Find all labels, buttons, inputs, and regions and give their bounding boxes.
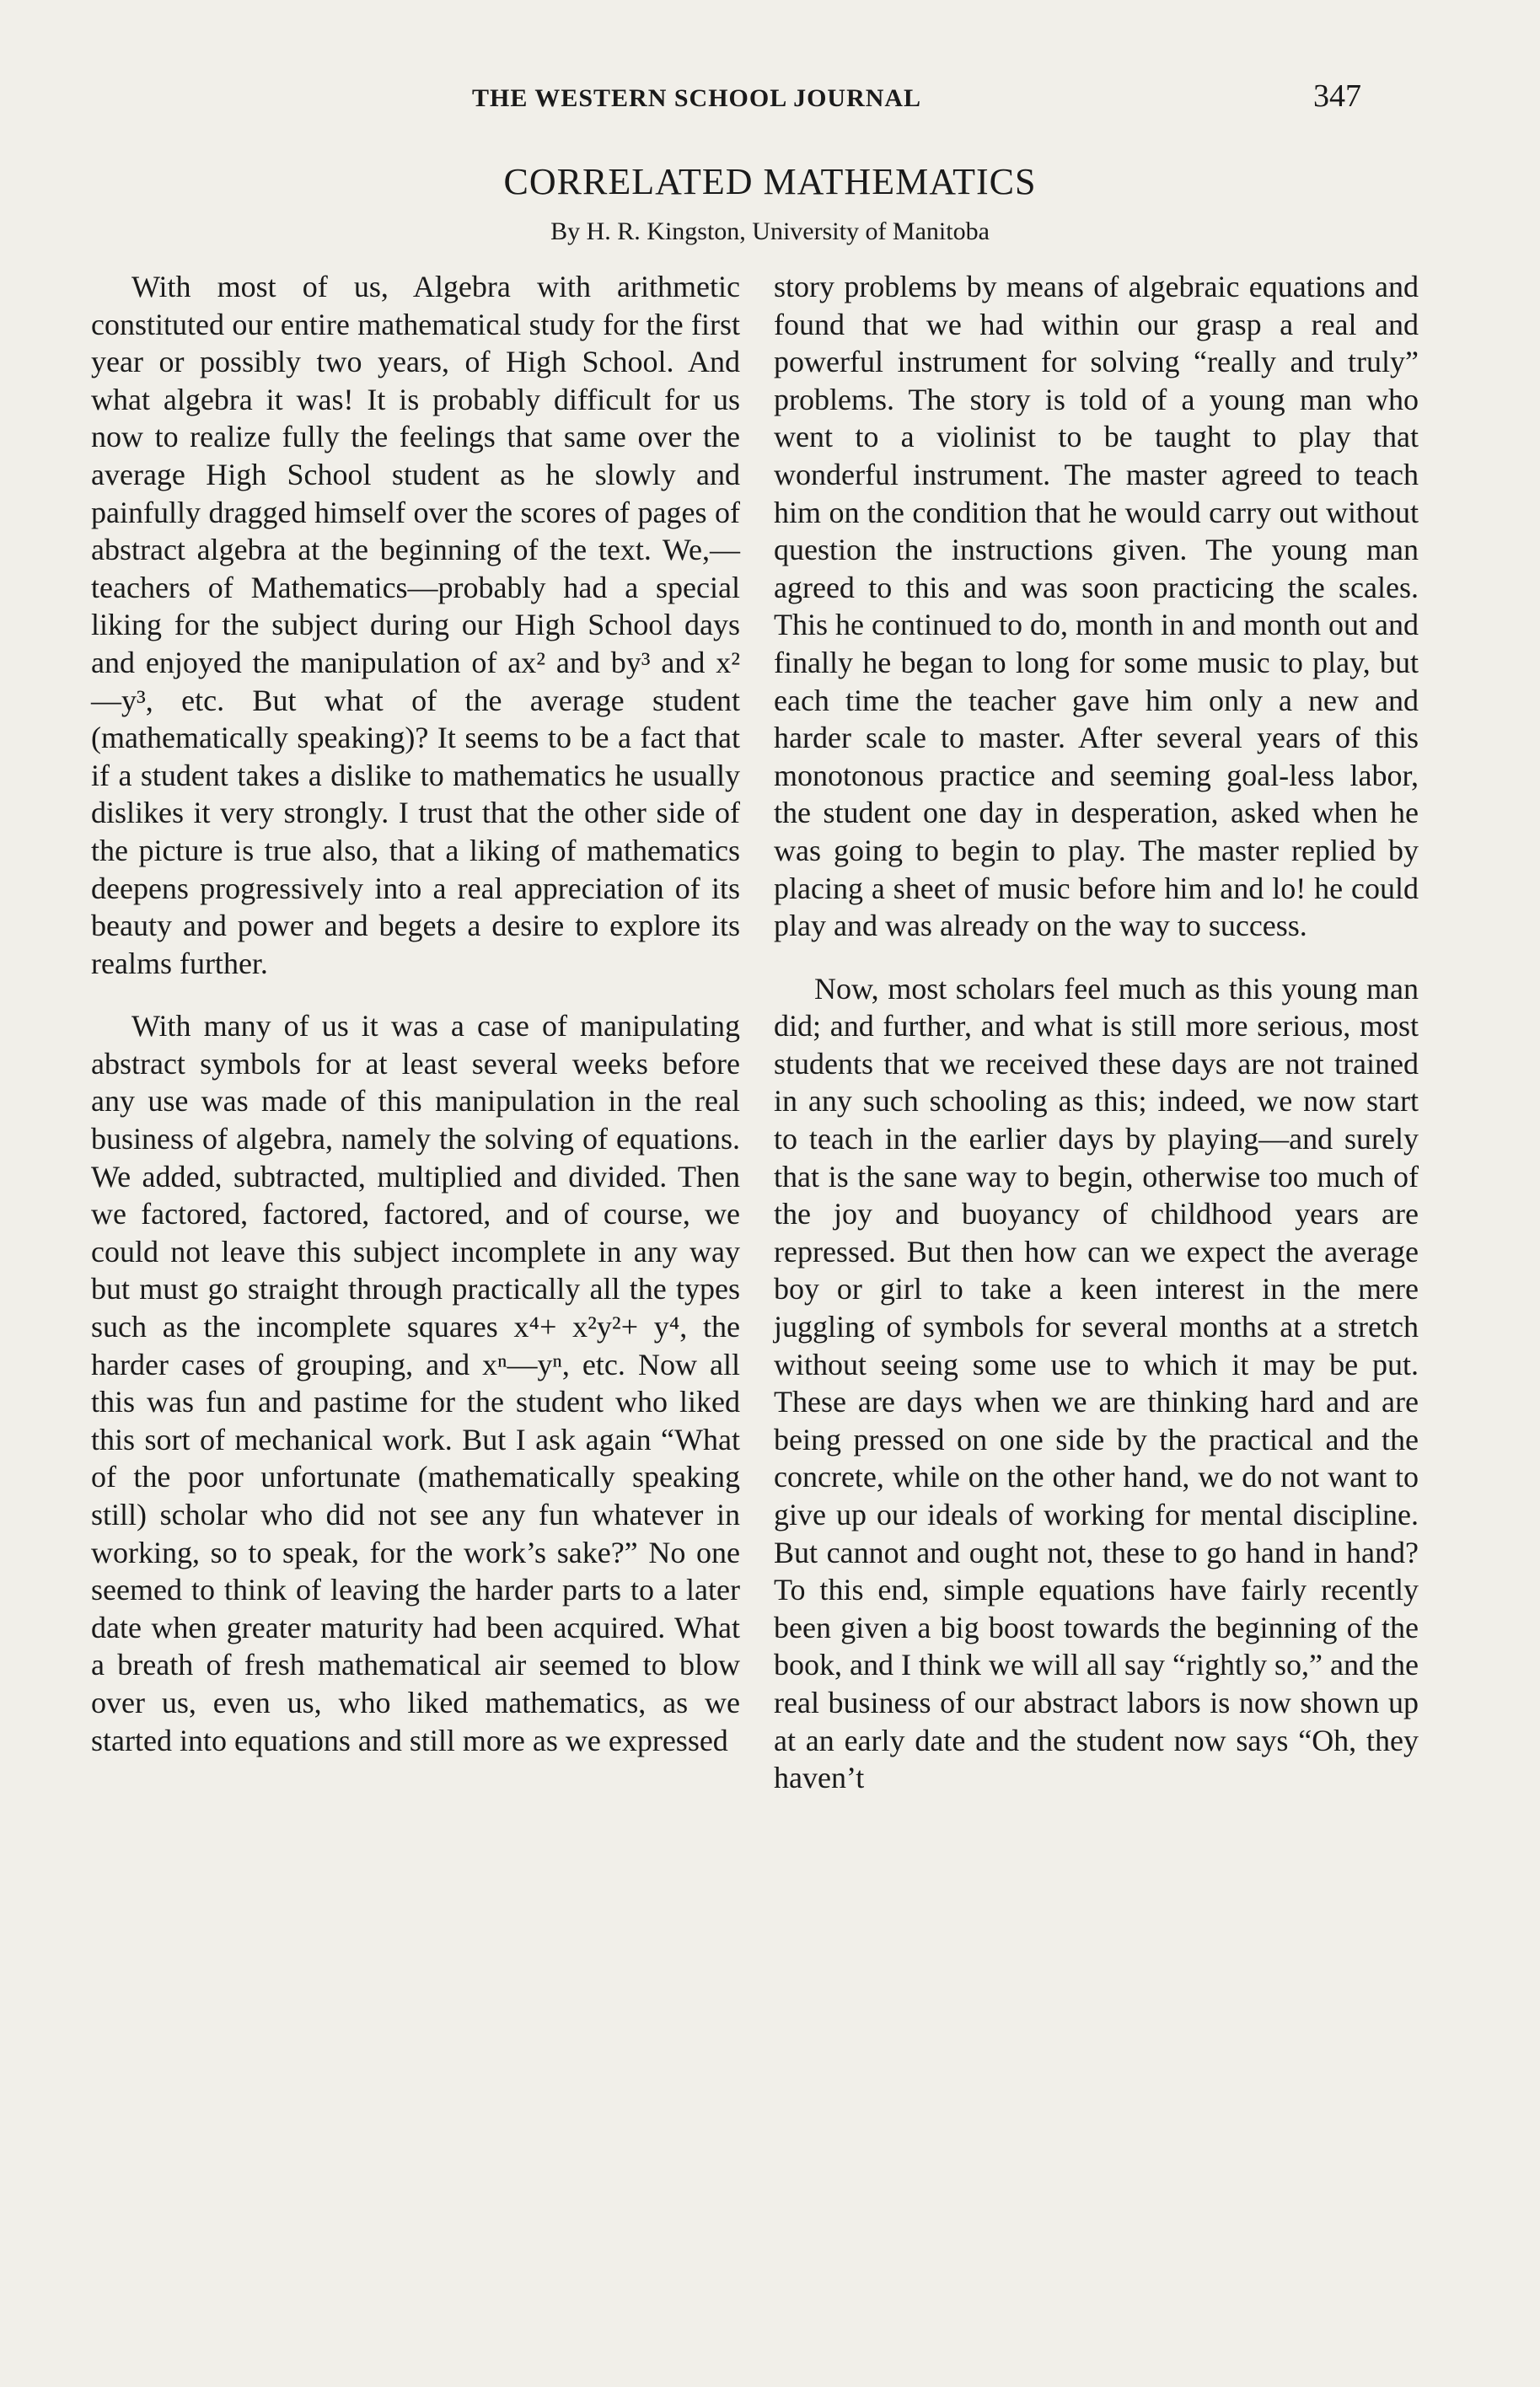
paragraph: Now, most scholars feel much as this young man did; and further, and what is still more serious, most students that we received these days are not trained in any such schooling as this; indeed, we now start to teach in the earlier days by playing—and surely that is the sane way to begin, otherwise too much of the joy and buoyancy of childhood years are repressed. But then how can we expect the average boy or girl to take a keen interest in the mere juggling of symbols for several months at a stretch without seeing some use to which it may be put. These are days when we are thinking hard and are being pressed on one side by the practical and the concrete, while on the other hand, we do not want to give up our ideals of working for mental discipline. But cannot and ought not, these to go hand in hand? To this end, simple equations have fairly recently been given a big boost towards the beginning of the book, and I think we will all say “rightly so,” and the real business of our abstract labors is now shown up at an early date and the student now says “Oh, they haven’t [774, 971, 1419, 1795]
paragraph: With many of us it was a case of manipulating abstract symbols for at least several weeks before any use was made of this manipulation in the real business of algebra, namely the solving of equations. We added, subtracted, multiplied and divided. Then we factored, factored, factored, and of course, we could not leave this subject incomplete in any way but must go straight through practically all the types such as the incomplete squares x⁴+ x²y²+ y⁴, the harder cases of grouping, and xⁿ—yⁿ, etc. Now all this was fun and pastime for the student who liked this sort of mechanical work. But I ask again “What of the poor unfortunate (mathematically speaking still) scholar who did not see any fun whatever in working, so to speak, for the work’s sake?” No one seemed to think of leaving the harder parts to a later date when greater maturity had been acquired. What a breath of fresh mathematical air seemed to blow over us, even us, who liked mathematics, as we started into equations and still more as we expressed [91, 1009, 740, 1757]
paragraph: With most of us, Algebra with arithmetic constituted our entire mathematical study for the first year or possibly two years, of High School. And what algebra it was! It is probably difficult for us now to realize fully the feelings that same over the average High School student as he slowly and painfully dragged himself over the scores of pages of abstract algebra at the beginning of the text. We,—teachers of Mathematics—probably had a special liking for the subject during our High School days and enjoyed the manipulation of ax² and by³ and x²—y³, etc. But what of the average student (mathematically speaking)? It seems to be a fact that if a student takes a dislike to mathematics he usually dislikes it very strongly. I trust that the other side of the picture is true also, that a liking of mathematics deepens progressively into a real appreciation of its beauty and power and begets a desire to explore its realms further. [91, 270, 740, 980]
journal-title: THE WESTERN SCHOOL JOURNAL [472, 84, 922, 112]
page-header [0, 78, 1540, 128]
page-number: 347 [1313, 78, 1361, 114]
paragraph: story problems by means of algebraic equations and found that we had within our grasp a real and powerful instrument for solving “really and truly” problems. The story is told of a young man who went to a violinist to be taught to play that wonderful instrument. The master agreed to teach him on the condition that he would carry out without question the instructions given. The young man agreed to this and was soon practicing the scales. This he continued to do, month in and month out and finally he began to long for some music to play, but each time the teacher gave him only a new and harder scale to master. After several years of this monotonous practice and seeming goal-less labor, the student one day in desperation, asked when he was going to begin to play. The master replied by placing a sheet of music before him and lo! he could play and was already on the way to success. [774, 270, 1419, 943]
article-byline: By H. R. Kingston, University of Manitoba [550, 217, 990, 245]
article-title: CORRELATED MATHEMATICS [503, 161, 1037, 202]
left-column [91, 268, 740, 1784]
right-column [774, 268, 1419, 1822]
